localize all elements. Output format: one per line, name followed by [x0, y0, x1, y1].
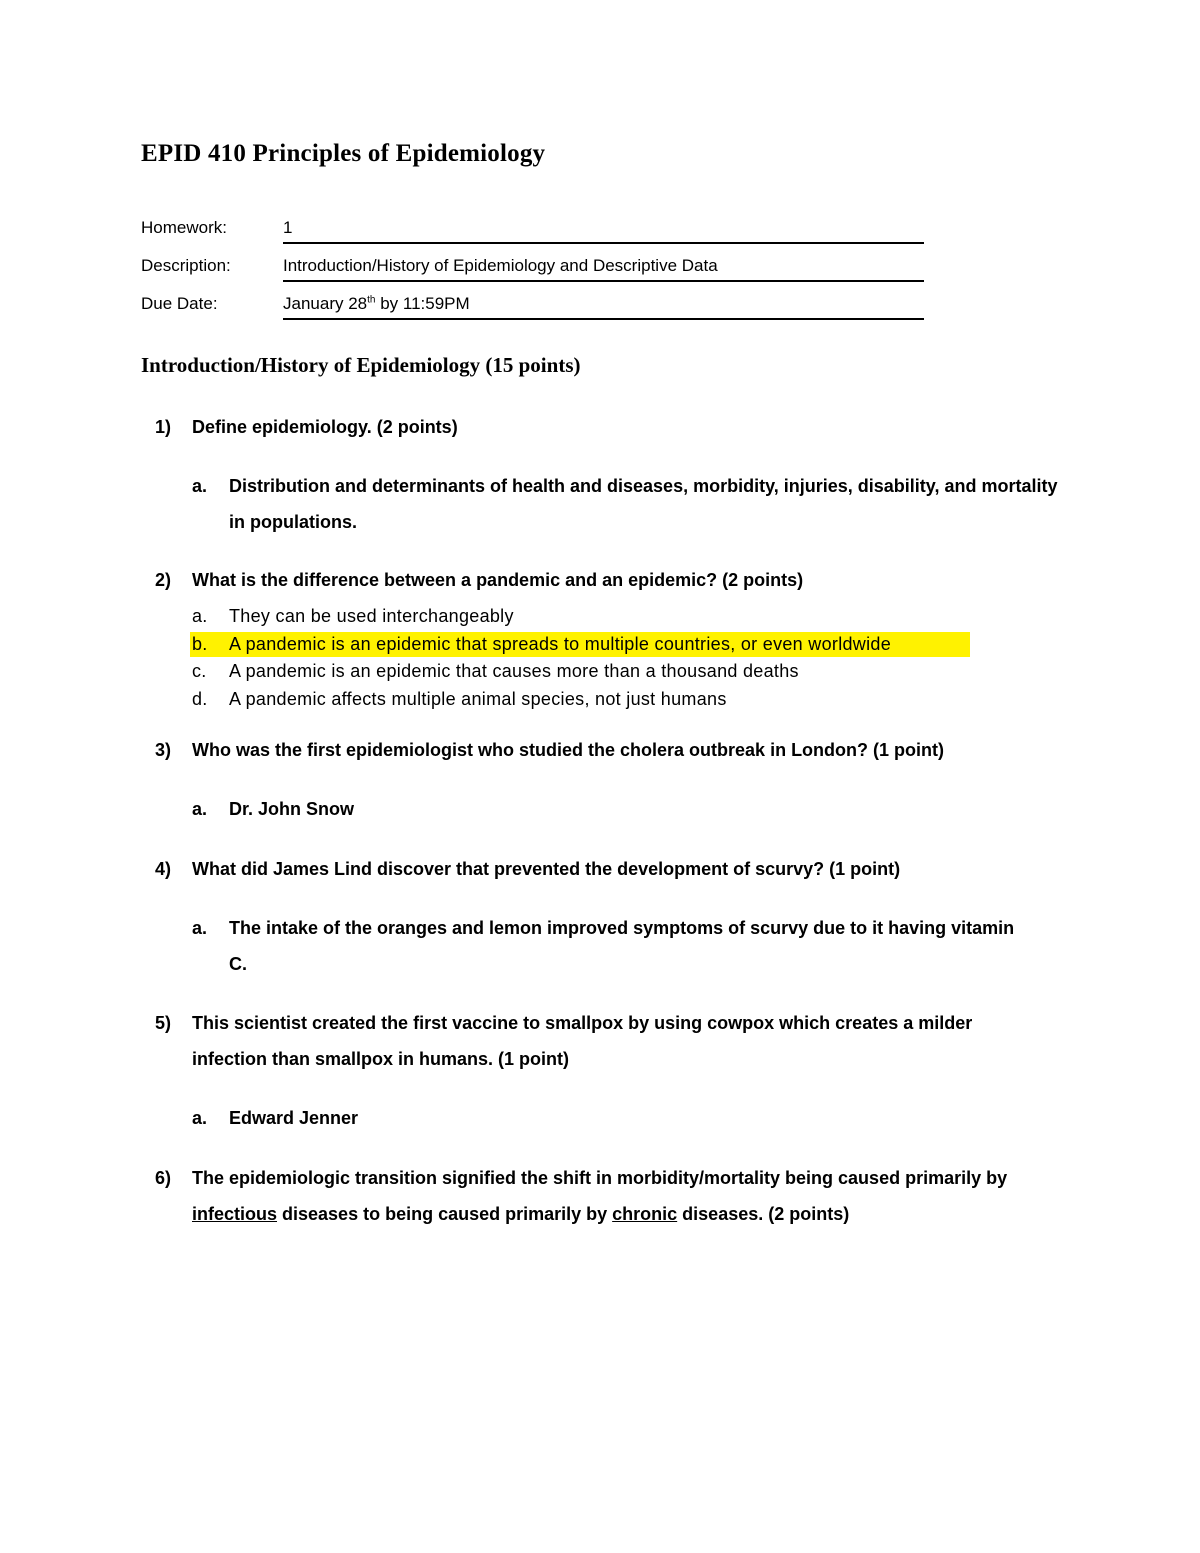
question-text-part-2: diseases to being caused primarily by: [277, 1204, 613, 1224]
answer-letter: a.: [192, 918, 208, 938]
due-date-suffix: by 11:59PM: [375, 294, 470, 313]
option-letter: d.: [192, 689, 208, 709]
answer-text: Dr. John Snow: [229, 799, 355, 819]
question-number: 3): [155, 740, 172, 760]
due-date-underline: [283, 318, 924, 320]
homework-underline: [283, 242, 924, 244]
due-date-prefix: January 28: [283, 294, 368, 313]
description-value: Introduction/History of Epidemiology and Descriptive Data: [283, 256, 718, 275]
option-text: A pandemic affects multiple animal species, not just humans: [229, 689, 727, 709]
answer-letter: a.: [192, 476, 208, 496]
homework-value: 1: [283, 218, 293, 237]
option-text: A pandemic is an epidemic that spreads to multiple countries, or even worldwide: [229, 634, 892, 654]
answer-text: Distribution and determinants of health and diseases, morbidity, injuries, disability, and mortality in populations.: [229, 476, 1058, 532]
question-text: Define epidemiology. (2 points): [192, 417, 458, 437]
question-text: What did James Lind discover that prevented the development of scurvy? (1 point): [192, 859, 901, 879]
question-text: [192, 1160, 1022, 1232]
document-title: EPID 410 Principles of Epidemiology: [141, 140, 546, 167]
option-letter: a.: [192, 606, 208, 626]
due-date-value: [283, 294, 470, 314]
due-date-label: Due Date:: [141, 294, 218, 313]
homework-label: Homework:: [141, 218, 227, 237]
option-letter: c.: [192, 661, 207, 681]
question-number: 2): [155, 570, 172, 590]
due-date-ordinal: th: [367, 294, 376, 306]
question-number: 1): [155, 417, 172, 437]
answer-letter: a.: [192, 1108, 208, 1128]
fill-in-answer-1: infectious: [192, 1204, 278, 1224]
question-text: Who was the first epidemiologist who studied the cholera outbreak in London? (1 point): [192, 740, 945, 760]
fill-in-answer-2: chronic: [612, 1204, 678, 1224]
section-heading: Introduction/History of Epidemiology (15 points): [141, 353, 581, 377]
question-number: 6): [155, 1168, 172, 1188]
question-text-part-1: The epidemiologic transition signified the shift in morbidity/mortality being caused primarily by: [192, 1168, 1008, 1188]
option-text: They can be used interchangeably: [229, 606, 514, 626]
question-text: This scientist created the first vaccine to smallpox by using cowpox which creates a milder infection than smallpox in humans. (1 point): [192, 1013, 973, 1069]
answer-text: Edward Jenner: [229, 1108, 359, 1128]
question-number: 5): [155, 1013, 172, 1033]
answer-text: The intake of the oranges and lemon improved symptoms of scurvy due to it having vitamin C.: [229, 918, 1015, 974]
question-text: What is the difference between a pandemic and an epidemic? (2 points): [192, 570, 804, 590]
description-label: Description:: [141, 256, 231, 275]
option-letter: b.: [192, 634, 208, 654]
question-text-part-3: diseases. (2 points): [677, 1204, 850, 1224]
option-text: A pandemic is an epidemic that causes more than a thousand deaths: [229, 661, 799, 681]
question-number: 4): [155, 859, 172, 879]
description-underline: [283, 280, 924, 282]
answer-letter: a.: [192, 799, 208, 819]
